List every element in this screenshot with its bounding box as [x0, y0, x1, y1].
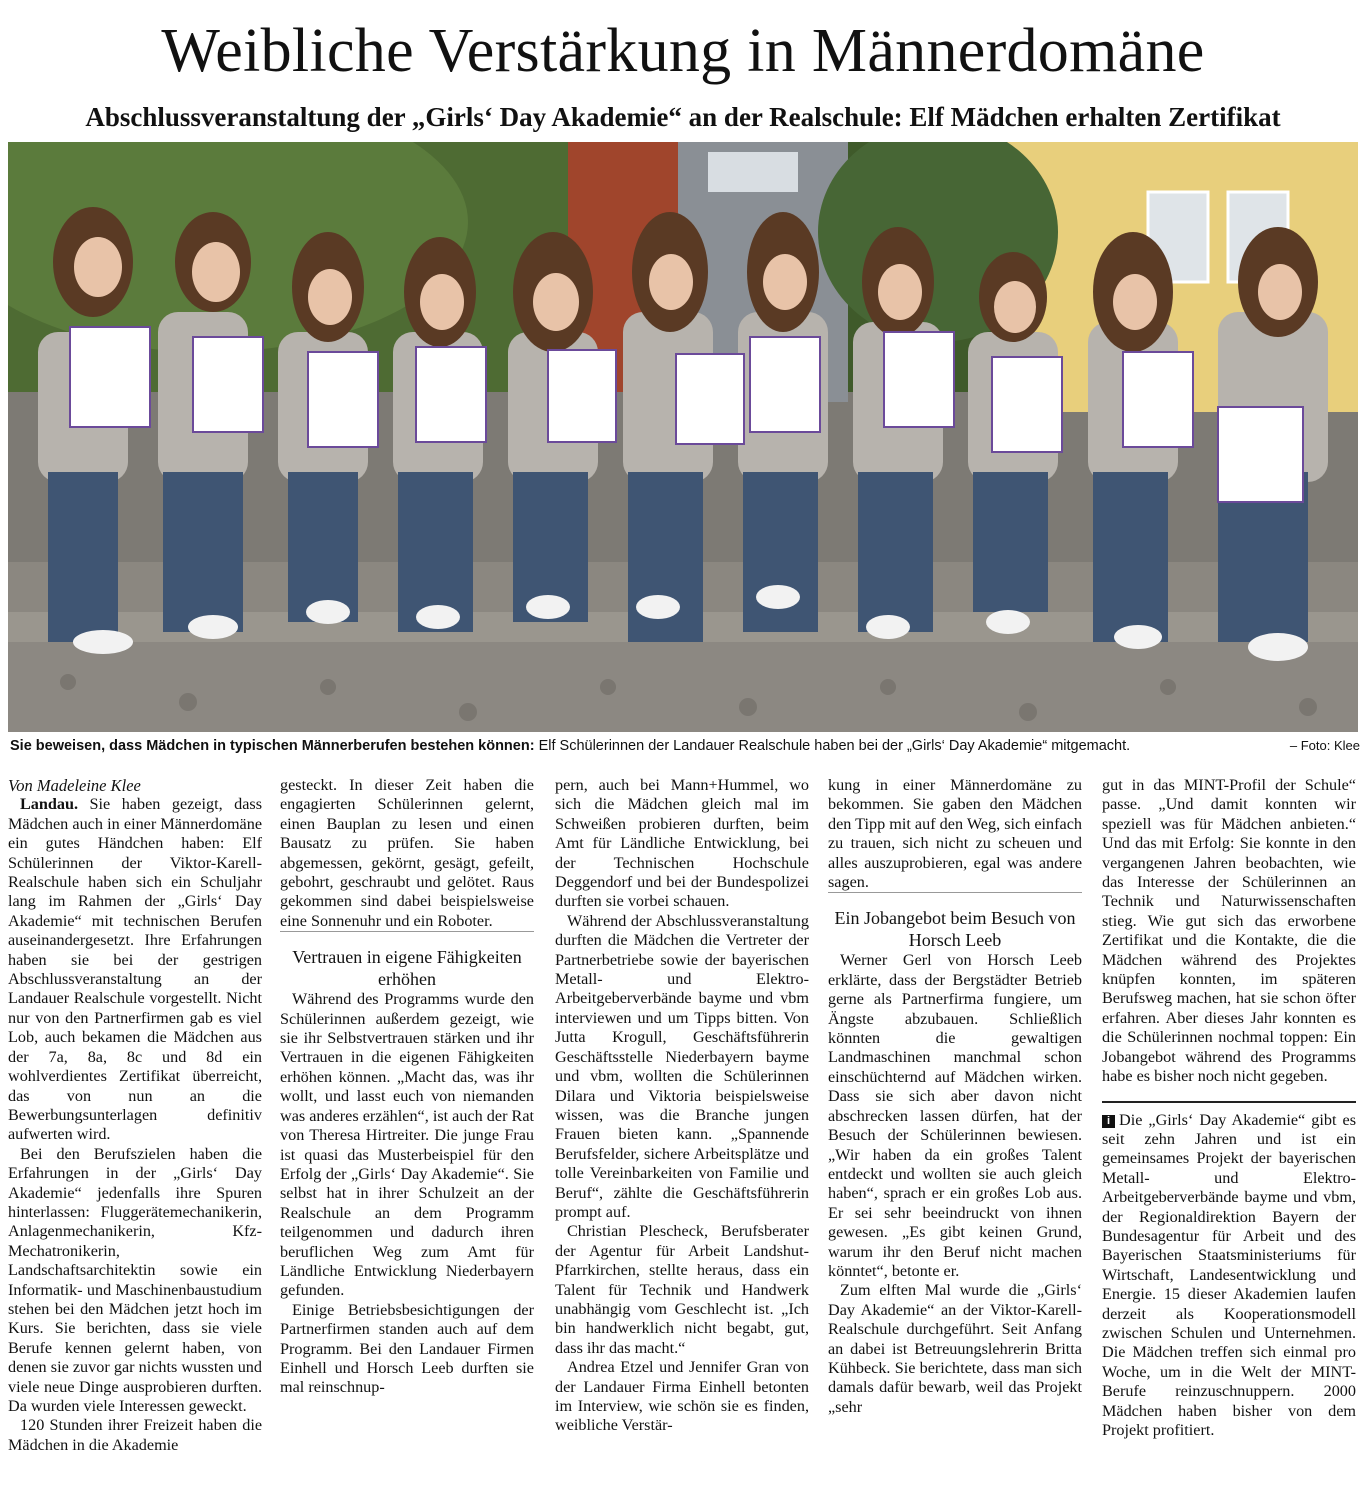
paragraph: Während der Abschlussveranstaltung durften die Mädchen die Vertreter der Partnerbetriebe sowie der bayerischen Metall- und Elektro-Arbeitgeberverbände bayme und vbm interviewen und um Tipps bitten. Von Jutta Krogull, Geschäftsführerin Geschäftsstelle Niederbayern bayme und vbm, wollten die Schülerinnen Dilara und Viktoria beispielsweise wissen, was die Branche jungen Frauen bieten kann. „Spannende Berufsfelder, sichere Arbeitsplätze und tolle Vereinbarkeiten von Familie und Beruf“, zählte die Geschäftsführerin prompt auf. — [555, 911, 809, 1221]
paragraph: Werner Gerl von Horsch Leeb erklärte, dass der Bergstädter Betrieb gerne als Partnerfirma fungiere, um Ängste abzubauen. Schließlich könnten die gewaltigen Landmaschinen manchmal schon einschüchternd auf Mädchen wirken. Dass sie sich aber davon nicht abschrecken lassen dürfen, hat der Besuch der Schülerinnen bewiesen. „Wir haben da ein großes Talent entdeckt und wollten sie auch gleich haben“, sprach er ein großes Lob aus. Er sei sehr beeindruckt von ihnen gewesen. „Es gibt keinen Grund, warum ihr den Beruf nicht machen könntet“, betonte er. — [828, 951, 1082, 1280]
paragraph — [8, 795, 262, 1144]
section-subhead: Ein Jobangebot beim Besuch von Horsch Leeb — [828, 892, 1082, 951]
paragraph: Zum elften Mal wurde die „Girls‘ Day Akademie“ an der Viktor-Karell-Realschule durchgeführt. Seit Anfang an dabei ist Betreuungslehrerin Britta Kühbeck. Sie berichtete, dass man sich damals dafür bewarb, weil das Projekt „sehr — [828, 1281, 1082, 1416]
paragraph: gesteckt. In dieser Zeit haben die engagierten Schülerinnen gelernt, einen Bauplan zu lesen und einen Bausatz zu prüfen. Sie haben abgemessen, gekörnt, gesägt, gefeilt, gebohrt, geschraubt und gelötet. Raus gekommen sind dabei beispielsweise eine Sonnenuhr und ein Roboter. — [280, 776, 534, 930]
info-text: Die „Girls‘ Day Akademie“ gibt es seit zehn Jahren und ist ein gemeinsames Projekt der bayerischen Metall- und Elektro-Arbeitgeberverbände bayme und vbm, der Regionaldirektion Bayern der Bundesagentur für Arbeit und des Bayerischen Staatsministeriums für Wirtschaft, Landesentwicklung und Energie. 15 dieser Akademien laufen derzeit als Kooperationsmodell zwischen Schulen und Unternehmen. Die Mädchen treffen sich einmal pro Woche, um in die Welt der MINT-Berufe reinzuschnuppern. 2000 Mädchen haben bisher von dem Projekt profitiert. — [1102, 1110, 1356, 1439]
byline: Von Madeleine Klee — [8, 776, 141, 795]
paragraph: Andrea Etzel und Jennifer Gran von der Landauer Firma Einhell betonten im Interview, wie schön sie es finden, weibliche Verstär- — [555, 1358, 809, 1435]
paragraph: 120 Stunden ihrer Freizeit haben die Mädchen in die Akademie — [8, 1416, 262, 1454]
article-photo — [8, 142, 1358, 732]
section-subhead: Vertrauen in eigene Fähigkeiten erhöhen — [280, 931, 534, 990]
subheadline: Abschlussveranstaltung der „Girls‘ Day Akademie“ an der Realschule: Elf Mädchen erhalten Zertifikat — [85, 102, 1281, 132]
photo-caption — [10, 736, 1360, 756]
paragraph: Einige Betriebsbesichtigungen der Partnerfirmen standen auch auf dem Programm. Bei den Landauer Firmen Einhell und Horsch Leeb durften sie mal reinschnup- — [280, 1300, 534, 1397]
article-column-3 — [555, 776, 809, 1436]
info-icon: i — [1102, 1115, 1115, 1128]
article-column-2 — [280, 776, 534, 1398]
paragraph-text: Sie haben gezeigt, dass Mädchen auch in einer Männerdomäne ein gutes Händchen haben: Elf Schülerinnen der Viktor-Karell-Realschule haben sich ein Schuljahr lang im Rahmen der „Girls‘ Day Akademie“ mit technischen Berufen auseinandergesetzt. Ihre Erfahrungen haben sie bei der gestrigen Abschlussveranstaltung an der Landauer Realschule vorgestellt. Nicht nur von den Partnerfirmen gab es viel Lob, auch bekamen die Mädchen aus der 7a, 8a, 8c und 8d ein wohlverdientes Zertifikat überreicht, das von nun an die Bewerbungsunterlagen definitiv aufwerten wird. — [8, 795, 262, 1144]
caption-lead: Sie beweisen, dass Mädchen in typischen Männerberufen bestehen können: — [10, 738, 535, 754]
group-photo-icon — [8, 142, 1358, 732]
info-box — [1102, 1101, 1356, 1441]
paragraph: kung in einer Männerdomäne zu bekommen. Sie gaben den Mädchen den Tipp mit auf den Weg, sich einfach zu trauen, sich nicht zu scheuen und alles auszuprobieren, egal was andere sagen. — [828, 776, 1082, 892]
info-paragraph — [1102, 1111, 1356, 1441]
paragraph: Christian Pleschеck, Berufsberater der Agentur für Arbeit Landshut-Pfarrkirchen, stellte heraus, dass ein Talent für Technik und Handwerk unabhängig vom Geschlecht ist. „Ich bin handwerklich nicht begabt, gut, dass ihr das macht.“ — [555, 1222, 809, 1357]
article-column-4 — [828, 776, 1082, 1417]
photo-credit: – Foto: Klee — [1289, 738, 1360, 753]
dateline: Landau. — [20, 795, 79, 814]
headline: Weibliche Verstärkung in Männerdomäne — [161, 17, 1205, 85]
paragraph: pern, auch bei Mann+Hummel, wo sich die Mädchen gleich mal im Schweißen probieren durften, beim Amt für Ländliche Entwicklung, bei der Technischen Hochschule Deggendorf und bei der Bundespolizei durften sie vorbei schauen. — [555, 776, 809, 911]
article-column-5 — [1102, 776, 1356, 1440]
paragraph: Bei den Berufszielen haben die Erfahrungen in der „Girls‘ Day Akademie“ jedenfalls ihre Spuren hinterlassen: Fluggerätemechanikerin, Anlagenmechanikerin, Kfz-Mechatronikerin, Landschaftsarchitektin sowie ein Informatik- und Maschinenbaustudium stehen bei den Mädchen jetzt hoch im Kurs. Sie berichten, dass sie viele Berufe kennen gelernt haben, von denen sie zuvor gar nichts wussten und viele neue Dinge ausprobieren durften. Da wurden viele Interessen geweckt. — [8, 1144, 262, 1415]
paragraph: Während des Programms wurde den Schülerinnen außerdem gezeigt, wie sie ihr Selbstvertrauen stärken und ihr Vertrauen in die eigenen Fähigkeiten erhöhen können. „Macht das, was ihr wollt, und lasst euch von niemanden was anderes erzählen“, ist auch der Rat von Theresa Hirtreiter. Die junge Frau ist quasi das Musterbeispiel für den Erfolg der „Girls‘ Day Akademie“. Sie selbst hat in ihrer Schulzeit an der Realschule an dem Programm teilgenommen und dadurch ihren beruflichen Weg zum Amt für Ländliche Entwicklung Niederbayern gefunden. — [280, 990, 534, 1300]
paragraph: gut in das MINT-Profil der Schule“ passe. „Und damit konnten wir speziell was für Mädchen anbieten.“ Und das mit Erfolg: Sie konnte in den vergangenen Jahren beobachten, wie das Interesse der Schülerinnen an Technik und Naturwissenschaften stieg. Wie gut sich das erworbene Zertifikat und die Kontakte, die die Mädchen während des Projektes knüpfen konnten, im späteren Berufsweg machen, hat sie schon öfter erfahren. Aber dieses Jahr konnten es die Schülerinnen nochmal toppen: Ein Jobangebot während des Programms habe es bisher noch nicht gegeben. — [1102, 776, 1356, 1086]
caption-text: Elf Schülerinnen der Landauer Realschule haben bei der „Girls‘ Day Akademie“ mitgemacht. — [534, 738, 1131, 754]
article-column-1 — [8, 776, 262, 1455]
